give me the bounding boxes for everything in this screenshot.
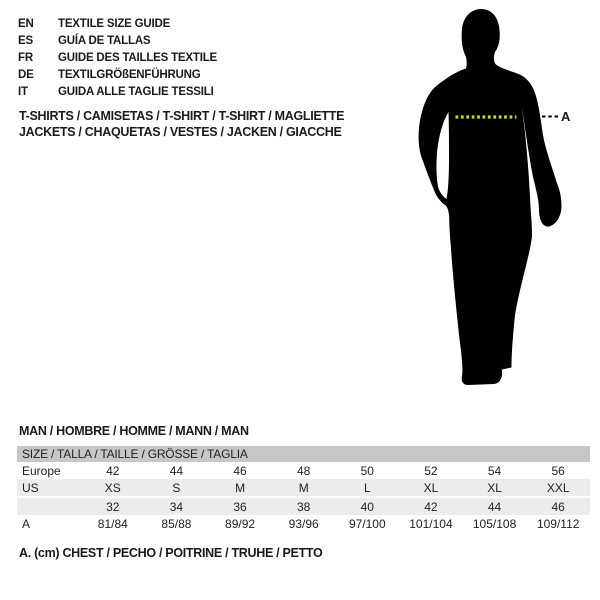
table-row-us xyxy=(17,479,590,497)
size-cell: 48 xyxy=(297,463,311,478)
category-line-tshirts: T-SHIRTS / CAMISETAS / T-SHIRT / T-SHIRT / MAGLIETTE xyxy=(19,109,345,123)
size-cell: 97/100 xyxy=(348,516,386,531)
size-cell: M xyxy=(272,479,336,497)
size-cell: 50 xyxy=(360,463,374,478)
footnote: A. (cm) CHEST / PECHO / POITRINE / TRUHE / PETTO xyxy=(19,546,323,560)
size-cell: 46 xyxy=(233,463,247,478)
language-code: FR xyxy=(18,51,33,64)
language-row xyxy=(18,32,217,49)
table-row-chest xyxy=(17,515,590,532)
size-cell: L xyxy=(336,479,400,497)
size-cell: 38 xyxy=(272,497,336,515)
language-code: IT xyxy=(18,85,28,98)
language-row xyxy=(18,15,217,32)
size-cell: 40 xyxy=(336,497,400,515)
size-cell: XL xyxy=(463,479,527,497)
size-cell: 44 xyxy=(463,497,527,515)
row-label: Europe xyxy=(22,463,61,478)
size-cell: 44 xyxy=(169,463,184,478)
size-cell: 56 xyxy=(551,463,565,478)
category-line-jackets: JACKETS / CHAQUETAS / VESTES / JACKEN / GIACCHE xyxy=(19,125,342,139)
man-silhouette-figure xyxy=(398,3,580,395)
size-cell: 89/92 xyxy=(225,516,256,531)
size-table-header: SIZE / TALLA / TAILLE / GRÖSSE / TAGLIA xyxy=(17,446,590,462)
size-cell: 46 xyxy=(526,497,590,515)
size-cell: XS xyxy=(81,479,145,497)
measure-label-a: A xyxy=(561,109,571,124)
size-cell: 52 xyxy=(424,463,438,478)
table-row-europe xyxy=(17,462,590,479)
language-label: GUIDA ALLE TAGLIE TESSILI xyxy=(58,85,214,98)
size-cell: 32 xyxy=(81,497,145,515)
language-row xyxy=(18,66,217,83)
size-cell: XL xyxy=(399,479,463,497)
size-cell: 36 xyxy=(208,497,272,515)
size-cell: 81/84 xyxy=(97,516,128,531)
language-label: GUÍA DE TALLAS xyxy=(58,34,151,47)
section-title: MAN / HOMBRE / HOMME / MANN / MAN xyxy=(19,424,249,438)
man-silhouette xyxy=(419,9,562,385)
size-cell: M xyxy=(208,479,272,497)
language-code: EN xyxy=(18,17,34,30)
language-row xyxy=(18,83,217,100)
size-cell: 105/108 xyxy=(472,516,517,531)
size-cell: 109/112 xyxy=(536,516,580,531)
size-cell: S xyxy=(145,479,209,497)
language-label: TEXTILE SIZE GUIDE xyxy=(58,17,171,30)
row-label xyxy=(17,497,81,515)
size-cell: 54 xyxy=(487,463,502,478)
language-code: ES xyxy=(18,34,33,47)
size-cell: 93/96 xyxy=(288,516,319,531)
size-cell: 42 xyxy=(399,497,463,515)
language-label: GUIDE DES TAILLES TEXTILE xyxy=(58,51,217,64)
table-header-row xyxy=(17,446,590,462)
category-lines xyxy=(19,108,344,140)
size-cell: 42 xyxy=(106,463,120,478)
size-table xyxy=(17,446,590,532)
language-code: DE xyxy=(18,68,34,81)
size-cell: 34 xyxy=(145,497,209,515)
language-label: TEXTILGRÖßENFÜHRUNG xyxy=(58,68,201,81)
language-row xyxy=(18,49,217,66)
row-label: A xyxy=(22,516,31,531)
row-label: US xyxy=(17,479,81,497)
size-cell: XXL xyxy=(526,479,590,497)
size-cell: 85/88 xyxy=(161,516,192,531)
size-cell: 101/104 xyxy=(409,516,453,531)
language-list xyxy=(18,15,217,100)
table-row-alt xyxy=(17,497,590,515)
